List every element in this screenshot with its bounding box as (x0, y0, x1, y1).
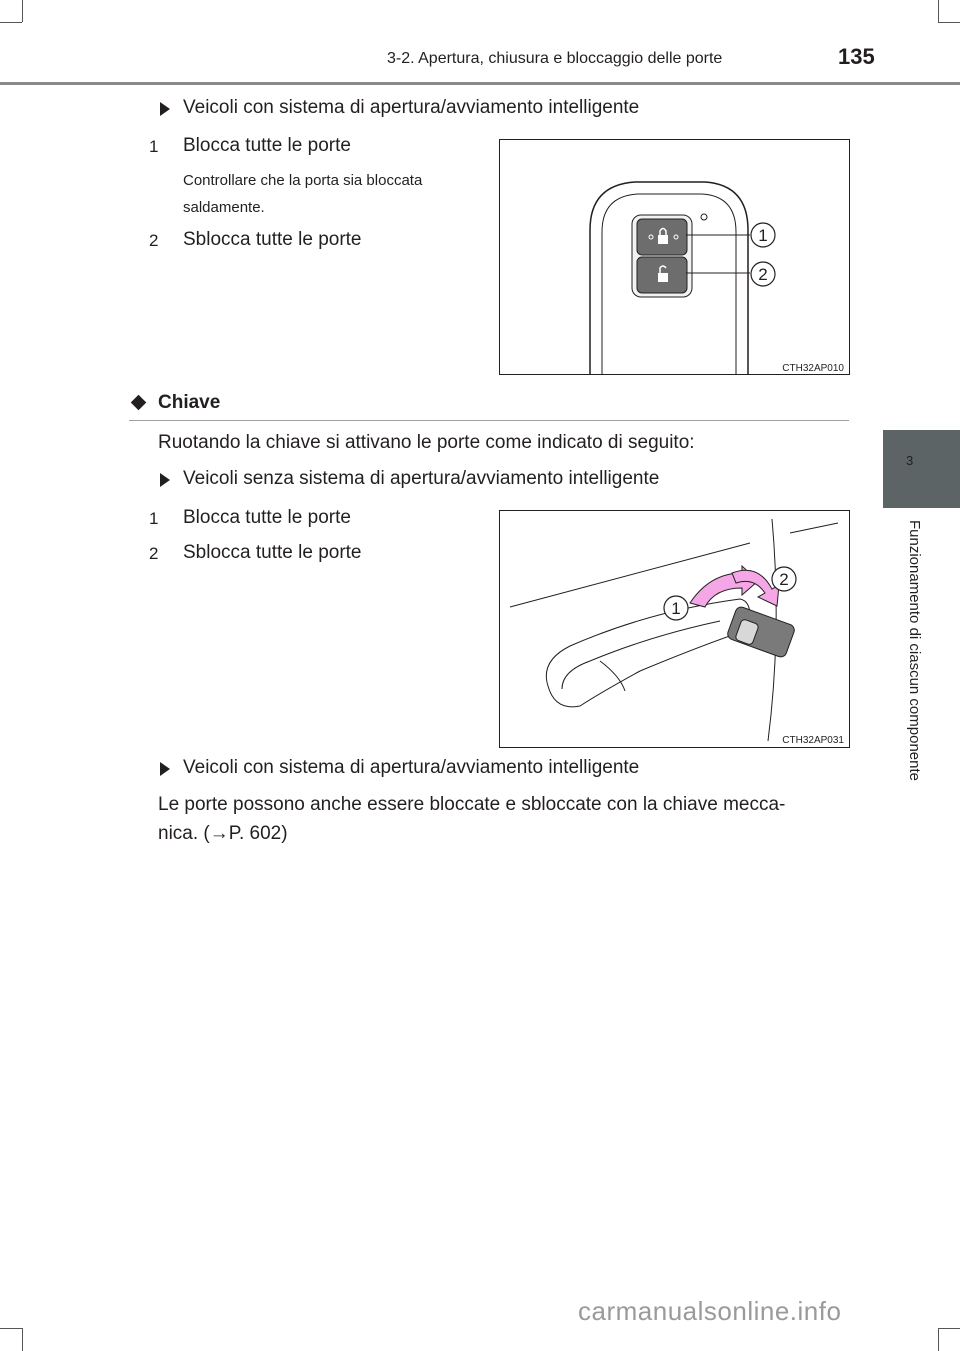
block1-heading: Veicoli con sistema di apertura/avviamento intelligente (183, 97, 640, 118)
header-section-title: 3-2. Apertura, chiusura e bloccaggio delle porte (387, 50, 723, 67)
item-text: Blocca tutte le porte (183, 135, 351, 156)
bullet-arrow-icon (160, 473, 170, 487)
crop-mark (22, 1328, 23, 1351)
section-rule (129, 420, 849, 421)
crop-mark (938, 1328, 960, 1329)
crop-mark (938, 0, 939, 22)
crop-mark (0, 1328, 22, 1329)
header-rule (0, 82, 960, 85)
crop-mark (22, 0, 23, 22)
section-diamond-icon (131, 395, 147, 411)
section-title: Chiave (158, 392, 221, 413)
item-number: 2 (149, 231, 159, 250)
block3-heading: Veicoli con sistema di apertura/avviamento intelligente (183, 757, 640, 778)
callout-2: 2 (779, 570, 789, 589)
door-key-figure (499, 510, 850, 748)
callout-1: 1 (671, 599, 681, 618)
block2-heading: Veicoli senza sistema di apertura/avviamento intelligente (183, 468, 660, 489)
chapter-title: Funzionamento di ciascun componente (906, 520, 923, 781)
block3-line: Le porte possono anche essere bloccate e sbloccate con la chiave mecca- (158, 794, 786, 815)
section-intro: Ruotando la chiave si attivano le porte come indicato di seguito: (158, 432, 695, 453)
figure-code: CTH32AP031 (782, 735, 844, 746)
watermark: carmanualsonline.info (578, 1296, 842, 1326)
item-number: 2 (149, 544, 159, 563)
item-note-line: Controllare che la porta sia bloccata (183, 172, 423, 189)
figure-code: CTH32AP010 (782, 363, 844, 374)
crop-mark (938, 22, 960, 23)
chapter-number: 3 (906, 453, 914, 468)
key-fob-figure (499, 139, 850, 375)
item-text: Sblocca tutte le porte (183, 229, 362, 250)
item-text: Sblocca tutte le porte (183, 542, 362, 563)
item-text: Blocca tutte le porte (183, 507, 351, 528)
key-fob-illustration (500, 140, 849, 374)
callout-1: 1 (758, 226, 768, 245)
page-number: 135 (838, 44, 875, 69)
chapter-tab (883, 430, 960, 508)
bullet-arrow-icon (160, 762, 170, 776)
item-number: 1 (149, 509, 159, 528)
callout-2: 2 (758, 265, 768, 284)
block3-line: nica. (→P. 602) (158, 823, 288, 844)
bullet-arrow-icon (160, 102, 170, 116)
crop-mark (938, 1328, 939, 1351)
item-number: 1 (149, 137, 159, 156)
crop-mark (0, 22, 22, 23)
door-key-illustration (500, 511, 849, 747)
item-note-line: saldamente. (183, 199, 265, 216)
